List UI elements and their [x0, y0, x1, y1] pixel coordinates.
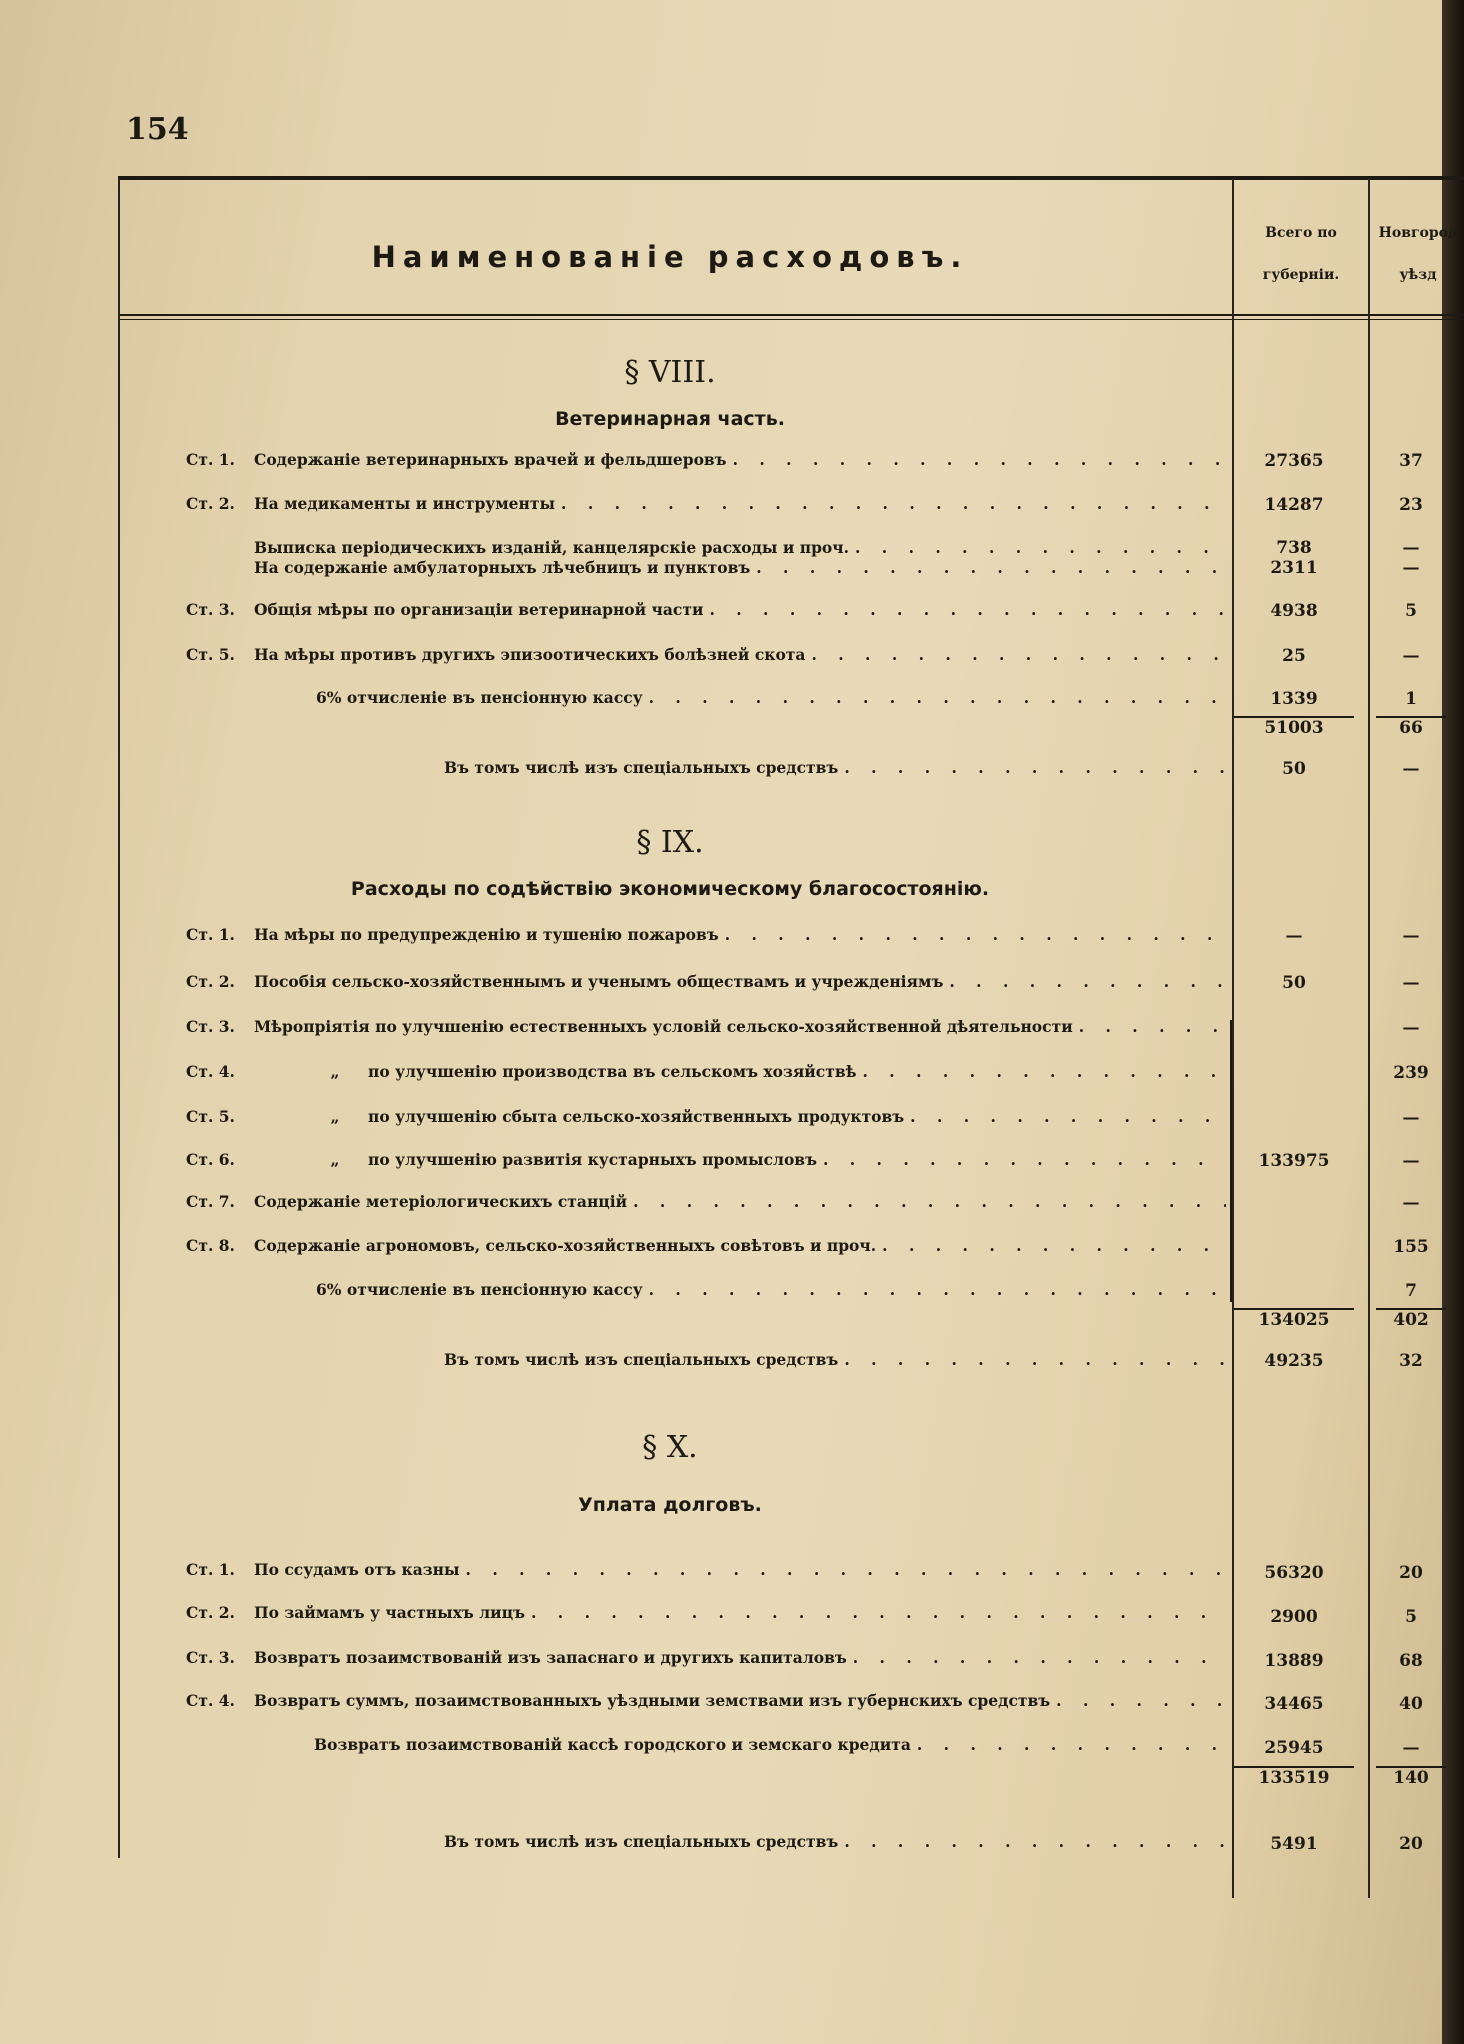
column-header-total-line1: Всего по — [1265, 225, 1337, 241]
dot-leader — [844, 1832, 1226, 1851]
dot-leader — [756, 558, 1226, 577]
grouping-brace — [1230, 1020, 1240, 1302]
row-label: 6% отчисленіе въ пенсіонную кассу — [316, 688, 643, 707]
row-label: по улучшенію производства въ сельскомъ хозяйствѣ — [368, 1062, 857, 1081]
section-total-value: 133519 — [1234, 1766, 1354, 1788]
section-title: Расходы по содѣйствію экономическому благосостоянію. — [350, 878, 990, 900]
article-number: Ст. 3. — [186, 600, 235, 619]
second-value: — — [1402, 1018, 1420, 1038]
dot-leader — [466, 1560, 1226, 1579]
total-value: 4938 — [1270, 601, 1318, 621]
second-value: 23 — [1399, 495, 1423, 515]
article-number: Ст. 1. — [186, 925, 235, 944]
section-total-second-value: 66 — [1376, 716, 1446, 738]
table-row — [186, 645, 1226, 669]
dot-leader — [725, 925, 1226, 944]
table-header-title: Наименованіе расходовъ. — [371, 240, 969, 274]
column-header-total — [1236, 212, 1366, 296]
section-mark: § IX. — [636, 825, 704, 860]
dot-leader — [1079, 1017, 1226, 1036]
total-value: 49235 — [1264, 1351, 1324, 1371]
table-row — [186, 1192, 1226, 1216]
ditto-mark: „ — [330, 1107, 340, 1126]
article-number: Ст. 2. — [186, 972, 235, 991]
article-number: Ст. 7. — [186, 1192, 235, 1211]
total-value: 25945 — [1264, 1738, 1324, 1758]
table-row — [254, 558, 1226, 582]
second-value: — — [1402, 1108, 1420, 1128]
row-label: Содержаніе агрономовъ, сельско-хозяйственныхъ совѣтовъ и проч. — [254, 1236, 877, 1255]
section-mark: § X. — [642, 1430, 698, 1465]
table-row — [186, 925, 1226, 949]
article-number: Ст. 2. — [186, 494, 235, 513]
dot-leader — [649, 688, 1226, 707]
section-total-second-value: 402 — [1376, 1308, 1446, 1330]
dot-leader — [917, 1735, 1226, 1754]
article-number: Ст. 4. — [186, 1062, 235, 1081]
dot-leader — [733, 450, 1226, 469]
dot-leader — [649, 1280, 1226, 1299]
second-value: 1 — [1405, 689, 1417, 709]
second-value: — — [1402, 1738, 1420, 1758]
second-value: 5 — [1405, 601, 1417, 621]
article-number: Ст. 1. — [186, 1560, 235, 1579]
article-number: Ст. 3. — [186, 1648, 235, 1667]
column-divider-2 — [1368, 178, 1370, 1898]
total-value: 50 — [1282, 973, 1306, 993]
row-label: По ссудамъ отъ казны — [254, 1560, 460, 1579]
table-row — [316, 688, 1226, 712]
dot-leader — [709, 600, 1226, 619]
column-header-total-line2: губерніи. — [1262, 267, 1340, 283]
total-value: 34465 — [1264, 1694, 1324, 1714]
row-label: На мѣры по предупрежденію и тушенію пожаровъ — [254, 925, 719, 944]
row-label: По займамъ у частныхъ лицъ — [254, 1603, 525, 1622]
total-value: 27365 — [1264, 451, 1324, 471]
table-row — [314, 1735, 1226, 1759]
table-row — [186, 494, 1226, 518]
total-value: 56320 — [1264, 1563, 1324, 1583]
row-label: Возвратъ суммъ, позаимствованныхъ уѣздными земствами изъ губернскихъ средствъ — [254, 1691, 1051, 1710]
row-label: Въ томъ числѣ изъ спеціальныхъ средствъ — [444, 1832, 839, 1851]
row-label: Возвратъ позаимствованій изъ запаснаго и другихъ капиталовъ — [254, 1648, 847, 1667]
header-bottom-rule — [118, 314, 1464, 316]
table-row — [186, 1150, 1226, 1174]
table-row — [186, 1603, 1226, 1627]
total-value: 1339 — [1270, 689, 1318, 709]
section-title: Уплата долговъ. — [578, 1494, 762, 1516]
table-row — [186, 1691, 1226, 1715]
row-label: Пособія сельско-хозяйственнымъ и ученымъ обществамъ и учрежденіямъ — [254, 972, 944, 991]
ditto-mark: „ — [330, 1062, 340, 1081]
section-total-value: 51003 — [1234, 716, 1354, 738]
row-label: Въ томъ числѣ изъ спеціальныхъ средствъ — [444, 758, 839, 777]
dot-leader — [882, 1236, 1226, 1255]
dot-leader — [863, 1062, 1227, 1081]
total-value: 50 — [1282, 759, 1306, 779]
table-row — [186, 1107, 1226, 1131]
table-row — [186, 972, 1226, 996]
second-value: 40 — [1399, 1694, 1423, 1714]
row-label: На содержаніе амбулаторныхъ лѣчебницъ и пунктовъ — [254, 558, 751, 577]
article-number: Ст. 2. — [186, 1603, 235, 1622]
dot-leader — [910, 1107, 1226, 1126]
second-value: — — [1402, 973, 1420, 993]
row-label: Содержаніе ветеринарныхъ врачей и фельдшеровъ — [254, 450, 727, 469]
total-value: 5491 — [1270, 1834, 1318, 1854]
table-row — [316, 1280, 1226, 1304]
row-label: Въ томъ числѣ изъ спеціальныхъ средствъ — [444, 1350, 839, 1369]
dot-leader — [853, 1648, 1226, 1667]
dot-leader — [855, 538, 1226, 557]
row-label: Содержаніе метеріологическихъ станцій — [254, 1192, 628, 1211]
table-row — [186, 1560, 1226, 1584]
second-value: — — [1402, 646, 1420, 666]
article-number: Ст. 4. — [186, 1691, 235, 1710]
total-value: 2900 — [1270, 1607, 1318, 1627]
second-value: 5 — [1405, 1607, 1417, 1627]
second-value: 68 — [1399, 1651, 1423, 1671]
second-value: — — [1402, 759, 1420, 779]
special-funds-row — [444, 1350, 1226, 1374]
total-value: 14287 — [1264, 495, 1324, 515]
article-number: Ст. 3. — [186, 1017, 235, 1036]
dot-leader — [844, 758, 1226, 777]
page-number: 154 — [126, 112, 189, 147]
second-value: 20 — [1399, 1834, 1423, 1854]
table-row — [186, 1017, 1226, 1041]
dot-leader — [811, 645, 1226, 664]
dot-leader — [949, 972, 1226, 991]
dot-leader — [844, 1350, 1226, 1369]
table-row — [186, 1062, 1226, 1086]
second-value: — — [1402, 1151, 1420, 1171]
total-value: 738 — [1276, 538, 1312, 558]
header-bottom-rule-2 — [118, 319, 1464, 320]
section-total-second-value: 140 — [1376, 1766, 1446, 1788]
table-left-border — [118, 178, 120, 1858]
article-number: Ст. 6. — [186, 1150, 235, 1169]
section-title: Ветеринарная часть. — [555, 408, 785, 430]
dot-leader — [1056, 1691, 1226, 1710]
special-funds-row — [444, 758, 1226, 782]
row-label: по улучшенію сбыта сельско-хозяйственныхъ продуктовъ — [368, 1107, 905, 1126]
total-value: 25 — [1282, 646, 1306, 666]
dot-leader — [633, 1192, 1226, 1211]
row-label: Возвратъ позаимствованій кассѣ городского и земскаго кредита — [314, 1735, 911, 1754]
total-value: 133975 — [1258, 1151, 1330, 1171]
second-value: 7 — [1405, 1281, 1417, 1301]
second-value: — — [1402, 538, 1420, 558]
ditto-mark: „ — [330, 1150, 340, 1169]
row-label: На мѣры противъ другихъ эпизоотическихъ болѣзней скота — [254, 645, 806, 664]
table-row — [186, 1236, 1226, 1260]
dot-leader — [561, 494, 1226, 513]
second-value: 155 — [1393, 1237, 1429, 1257]
section-mark: § VIII. — [624, 355, 716, 390]
section-total-value: 134025 — [1234, 1308, 1354, 1330]
second-value: 20 — [1399, 1563, 1423, 1583]
article-number: Ст. 5. — [186, 1107, 235, 1126]
second-value: — — [1402, 558, 1420, 578]
second-value: 37 — [1399, 451, 1423, 471]
article-number: Ст. 1. — [186, 450, 235, 469]
table-top-rule — [118, 176, 1464, 180]
dot-leader — [823, 1150, 1226, 1169]
row-label: Мѣропріятія по улучшенію естественныхъ условій сельско-хозяйственной дѣятельности — [254, 1017, 1073, 1036]
row-label: Общія мѣры по организаціи ветеринарной части — [254, 600, 704, 619]
column-header-second — [1372, 212, 1464, 296]
special-funds-row — [444, 1832, 1226, 1856]
row-label: Выписка періодическихъ изданій, канцелярскіе расходы и проч. — [254, 538, 850, 557]
column-header-second-line2: уѣзд — [1399, 267, 1437, 283]
second-value: — — [1402, 926, 1420, 946]
total-value: 13889 — [1264, 1651, 1324, 1671]
row-label: 6% отчисленіе въ пенсіонную кассу — [316, 1280, 643, 1299]
row-label: На медикаменты и инструменты — [254, 494, 556, 513]
article-number: Ст. 8. — [186, 1236, 235, 1255]
column-header-second-line1: Новгород — [1378, 225, 1458, 241]
table-row — [186, 1648, 1226, 1672]
row-label: по улучшенію развитія кустарныхъ промысловъ — [368, 1150, 817, 1169]
second-value: 239 — [1393, 1063, 1429, 1083]
table-row — [186, 600, 1226, 624]
total-value: 2311 — [1270, 558, 1318, 578]
article-number: Ст. 5. — [186, 645, 235, 664]
table-row — [186, 450, 1226, 474]
second-value: — — [1402, 1193, 1420, 1213]
second-value: 32 — [1399, 1351, 1423, 1371]
total-value: — — [1285, 926, 1303, 946]
dot-leader — [531, 1603, 1226, 1622]
